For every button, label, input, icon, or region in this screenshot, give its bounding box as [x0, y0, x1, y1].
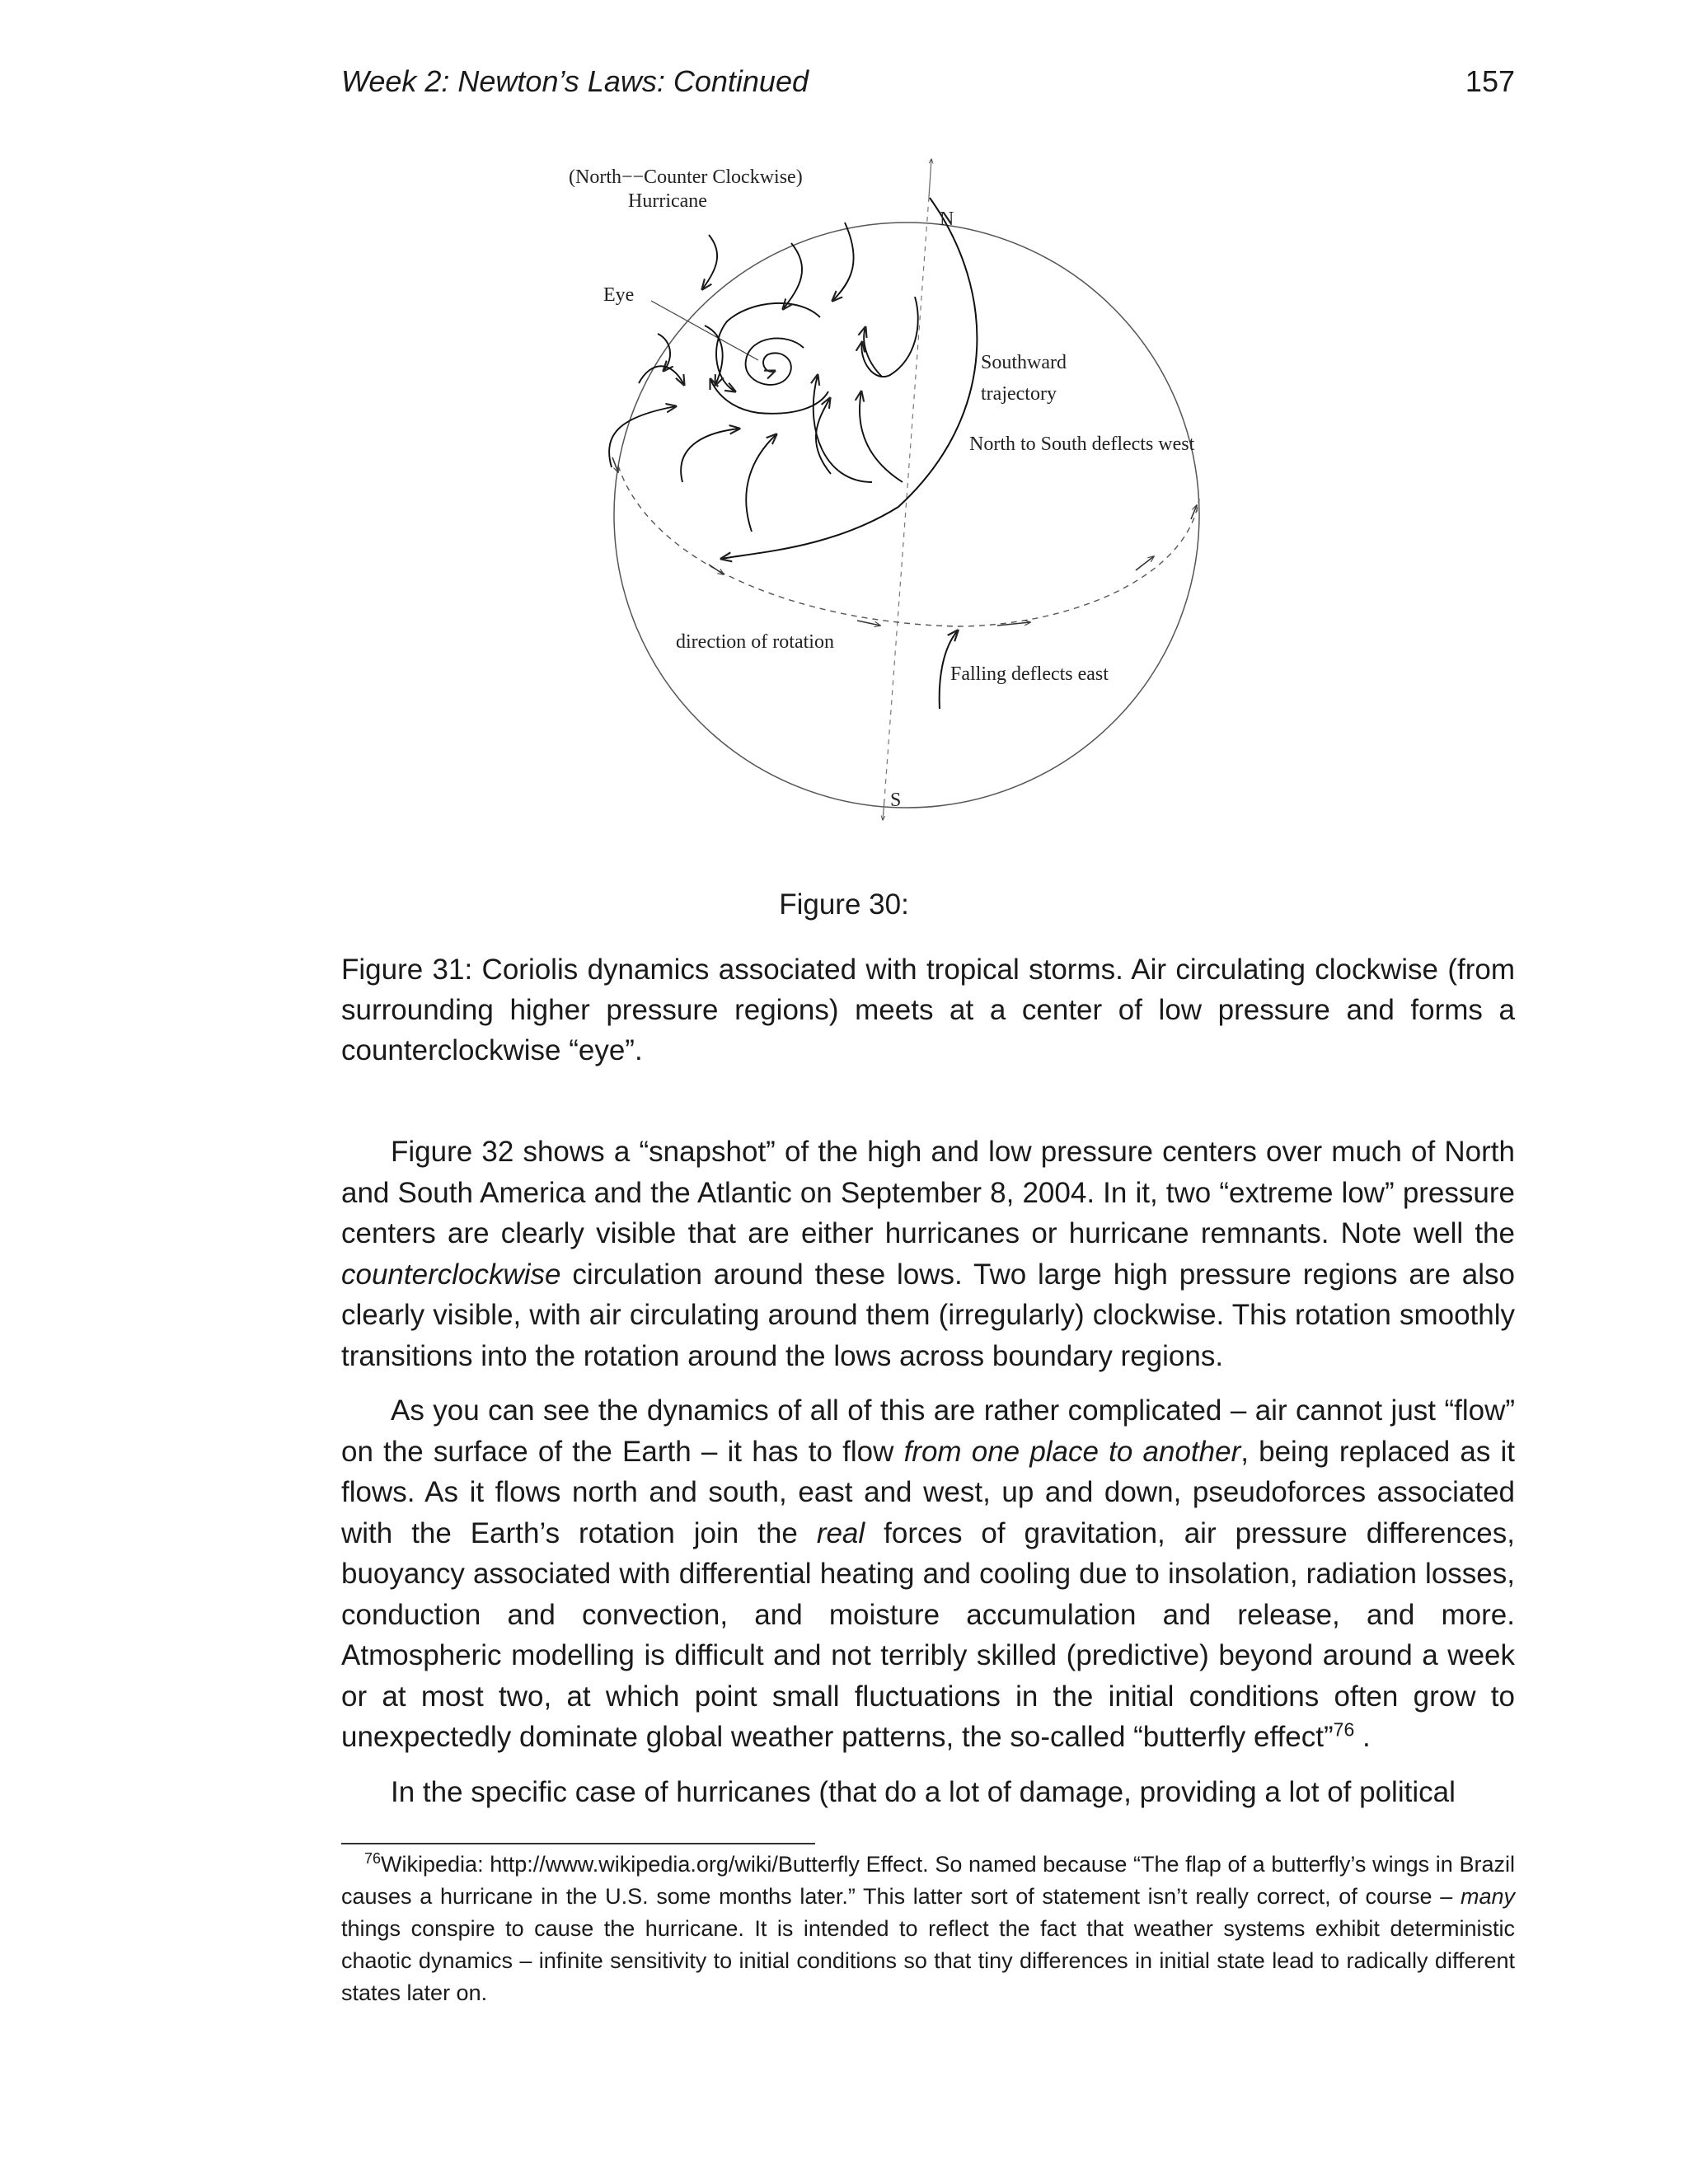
- p1-text-b: circulation around these lows. Two large high pressure regions are also clearly visible, with air circulating around them (irregularly) clockwise. This rotation smoothly transitions into the rotation around the lows across boundary regions.: [341, 1258, 1515, 1372]
- footnote-rule: [341, 1843, 815, 1844]
- p2-text-b: , being replaced as it flows. As it flows north and south, east and west, up and down, pseudoforces associated with the Earth’s rotation join the: [341, 1435, 1516, 1549]
- footnote-text-b: things conspire to cause the hurricane. It is intended to reflect the fact that weather systems exhibit deterministic chaotic dynamics – infinite sensitivity to initial conditions so that tiny differences in initial state lead to radically different states later on.: [341, 1916, 1515, 2005]
- coriolis-diagram: [536, 144, 1278, 837]
- footnote-76: [341, 1849, 1515, 2009]
- figure-30-label: Figure 30:: [779, 888, 909, 921]
- p2-text-a: As you can see the dynamics of all of this are rather complicated – air cannot just “flow” on the surface of the Earth – it has to flow: [341, 1394, 1515, 1468]
- paragraph-2: [341, 1390, 1515, 1758]
- label-southward-line1: Southward: [981, 352, 1067, 373]
- label-south: S: [890, 790, 902, 811]
- globe-circle: [614, 223, 1199, 808]
- running-head: [341, 64, 1515, 105]
- footnote-emphasis: many: [1460, 1884, 1515, 1909]
- p3-text-a: In the specific case of hurricanes (that do a lot of damage, providing a lot of political: [391, 1775, 1456, 1808]
- paragraph-3: [341, 1772, 1515, 1813]
- p2-text-d: .: [1354, 1721, 1371, 1753]
- label-north: N: [940, 209, 954, 230]
- label-hurricane-line2: Hurricane: [628, 190, 707, 212]
- label-north-to-south: North to South deflects west: [969, 434, 1195, 455]
- coriolis-figure: [536, 144, 1278, 837]
- body-text: [341, 1132, 1515, 1826]
- paragraph-1: [341, 1132, 1515, 1376]
- footnote-reference[interactable]: 76: [1333, 1718, 1355, 1741]
- p2-text-c: forces of gravitation, air pressure differences, buoyancy associated with differential heating and cooling due to insolation, radiation losses, conduction and convection, and moisture accumulation and release, and more. Atmospheric modelling is difficult and not terribly skilled (predictive) beyond around a week or at most two, at which point small fluctuations in the initial conditions often grow to unexpectedly dominate global weather patterns, the so-called “butterfly effect”: [341, 1516, 1515, 1753]
- inflow-arrows: [609, 223, 918, 532]
- eye-leader: [651, 301, 758, 360]
- label-southward-line2: trajectory: [981, 383, 1057, 405]
- caption-label: Figure 31:: [341, 954, 473, 986]
- label-falling: Falling deflects east: [950, 663, 1109, 685]
- figure-caption: [341, 949, 1515, 1071]
- southward-trajectory: [721, 198, 977, 559]
- label-eye: Eye: [603, 284, 635, 306]
- p2-emphasis-1: from one place to another: [903, 1435, 1241, 1468]
- caption-text: Coriolis dynamics associated with tropical storms. Air circulating clockwise (from surrounding higher pressure regions) meets at a center of low pressure and forms a counterclockwise “eye”.: [341, 954, 1515, 1066]
- p1-text-a: Figure 32 shows a “snapshot” of the high and low pressure centers over much of North and South America and the Atlantic on September 8, 2004. In it, two “extreme low” pressure centers are clearly visible that are either hurricanes or hurricane remnants. Note well the: [341, 1136, 1515, 1249]
- rotation-arrows: [612, 457, 1197, 626]
- label-rotation: direction of rotation: [676, 631, 834, 653]
- page-number: 157: [1465, 64, 1515, 98]
- p2-emphasis-2: real: [816, 1516, 865, 1549]
- hurricane-eye: [710, 303, 828, 414]
- label-hurricane-line1: (North−−Counter Clockwise): [569, 166, 803, 188]
- footnote-text-a: Wikipedia: http://www.wikipedia.org/wiki/Butterfly Effect. So named because “The flap of a butterfly’s wings in Brazil causes a hurricane in the U.S. some months later.” This latter sort of statement isn’t really correct, of course –: [341, 1852, 1515, 1909]
- rotation-equator: [618, 466, 1199, 626]
- running-title: Week 2: Newton’s Laws: Continued: [341, 64, 809, 98]
- p1-emphasis: counterclockwise: [341, 1258, 561, 1291]
- earth-axis: [883, 159, 931, 820]
- footnote-mark: 76: [364, 1850, 382, 1867]
